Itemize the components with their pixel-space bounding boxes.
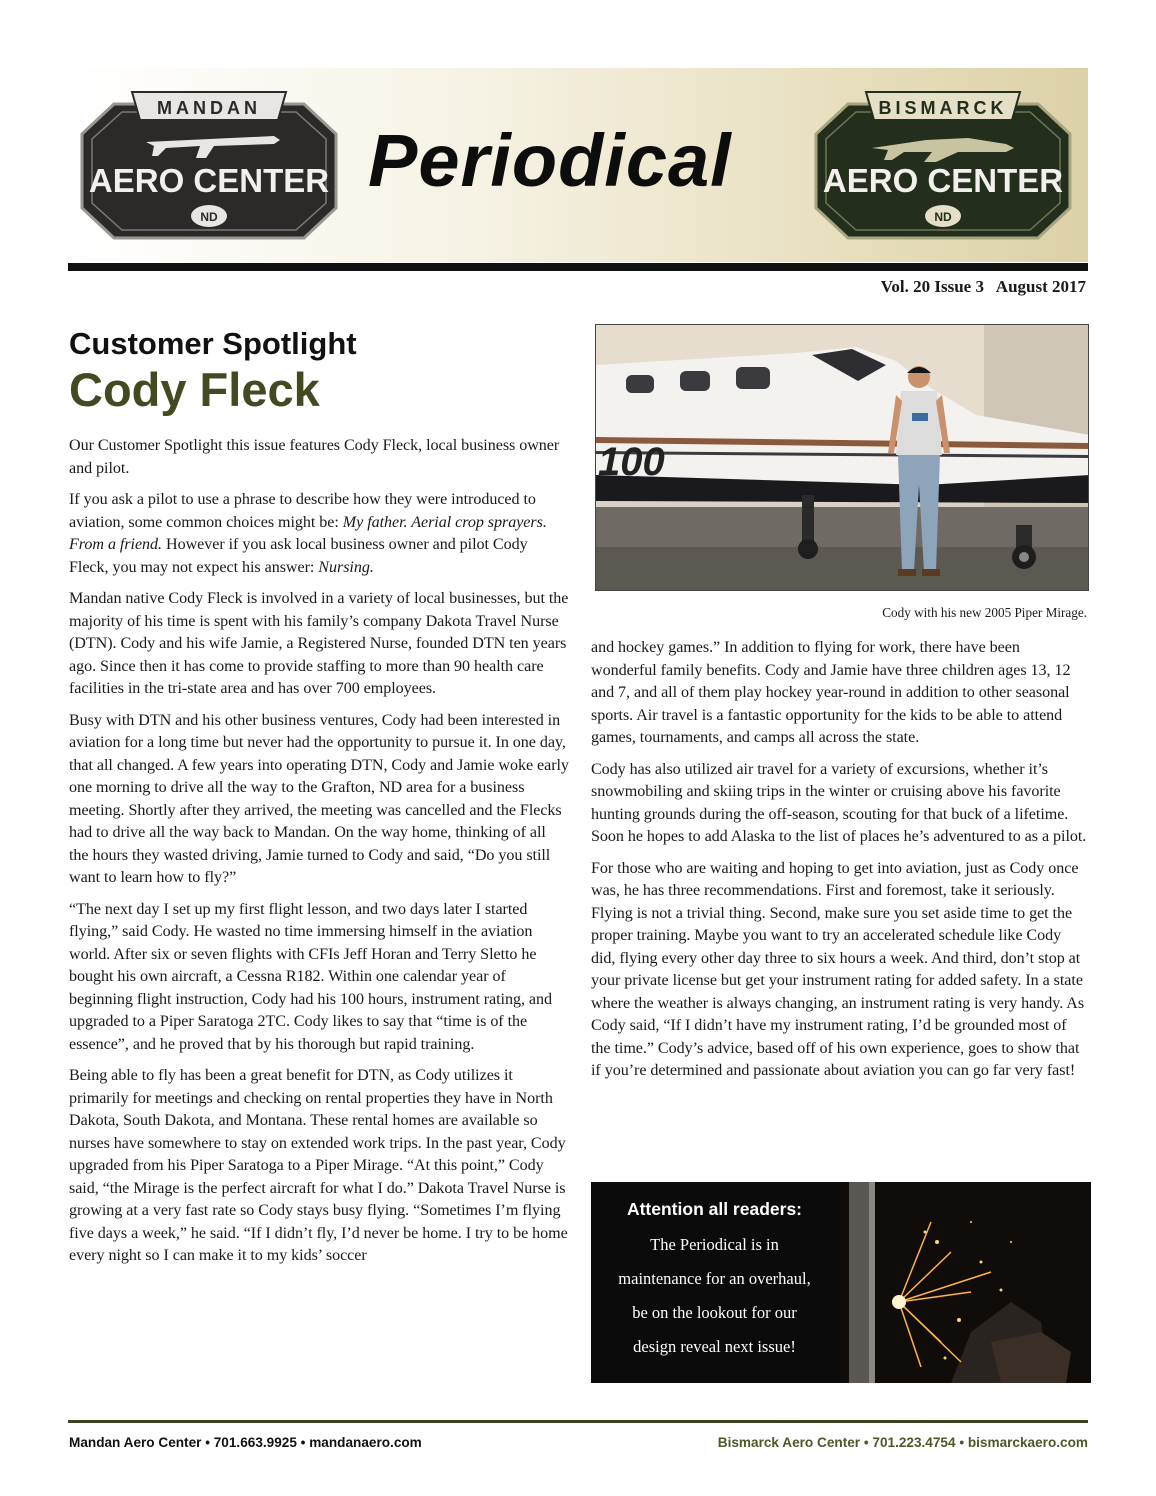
paragraph-text: and hockey games.” In addition to flying for work, there have been wonderful family benefits. Cody and Jamie have three children ages 13, 12 and 7, and all of them play hockey year-round in addition to other seasonal sports. Air travel is a fantastic opportunity for the kids to be able to attend games, tournaments, and camps all across the state. <box>591 639 1071 746</box>
paragraph-text: Being able to fly has been a great benefit for DTN, as Cody utilizes it primarily for meetings and checking on rental properties they have in North Dakota, South Dakota, and Montana. These rental homes are available so nurses have somewhere to stay on extended work trips. In the past year, Cody upgraded from his Piper Saratoga to a Piper Mirage. “At this point,” Cody said, “the Mirage is the perfect aircraft for what I do.” Dakota Travel Nurse is growing at a very fast rate so Cody stays busy flying. “Sometimes I’m flying five days a week,” he said. “If I didn’t fly, I’d never be home. I try to be home every night so I can make it to my kids’ soccer <box>69 1067 568 1265</box>
tail-number: 100 <box>598 440 665 484</box>
article-body-left <box>69 435 569 1268</box>
article-paragraph <box>591 637 1088 750</box>
article-paragraph <box>69 1065 569 1268</box>
attention-line: The Periodical is in <box>650 1235 779 1254</box>
paragraph-text: If you ask a pilot to use a phrase to describe how they were introduced to aviation, some common choices might be: <box>69 491 536 531</box>
logo-right-badge: ND <box>934 210 952 224</box>
welding-sparks-image <box>841 1182 1091 1383</box>
masthead-title: Periodical <box>368 119 732 202</box>
paragraph-text: Busy with DTN and his other business ventures, Cody had been interested in aviation for a long time but never had the opportunity to pursue it. In one day, that all changed. A few years into operating DTN, Cody and Jamie woke early one morning to drive all the way to the Grafton, ND area for a business meeting. Shortly after they arrived, the meeting was cancelled and the Flecks had to drive all the way back to Mandan. On the way home, thinking of all the hours they wasted driving, Jamie turned to Cody and said, “Do you still want to learn how to fly?” <box>69 711 569 887</box>
emphasis-text: My father. Aerial crop sprayers. From a friend. <box>69 513 547 554</box>
paragraph-text: However if you ask local business owner and pilot Cody Fleck, you may not expect his answer: <box>69 536 528 576</box>
footer-bismarck: Bismarck Aero Center • 701.223.4754 • bismarckaero.com <box>717 1435 1088 1450</box>
paragraph-text: For those who are waiting and hoping to get into aviation, just as Cody once was, he has three recommendations. First and foremost, take it seriously. Flying is not a trivial thing. Second, make sure you set aside time to get the proper training. Maybe you want to try an accelerated schedule like Cody did, flying every other day three to six hours a week. And third, don’t stop at your private license but get your instrument rating for added safety. In a state where the weather is always changing, an instrument rating is very handy. As Cody said, “If I didn’t have my instrument rating, I’d be grounded most of the time.” Cody’s advice, based off of his own experience, goes to show that if you’re determined and passionate about aviation you can go far very fast! <box>591 859 1085 1079</box>
article-paragraph <box>591 858 1088 1083</box>
article-body-right <box>591 637 1088 1092</box>
paragraph-text: Our Customer Spotlight this issue features Cody Fleck, local business owner and pilot. <box>69 437 560 477</box>
article-paragraph <box>69 588 569 701</box>
article-paragraph <box>69 710 569 890</box>
attention-title: Attention all readers: <box>626 1199 803 1219</box>
logo-left-main: AERO CENTER <box>88 162 330 199</box>
article-paragraph <box>69 899 569 1057</box>
bismarck-aero-center-logo <box>808 86 1078 256</box>
footer-mandan: Mandan Aero Center • 701.663.9925 • mandanaero.com <box>69 1435 422 1450</box>
logo-left-badge: ND <box>200 210 218 224</box>
logo-right-top: BISMARCK <box>878 98 1008 118</box>
article-photo <box>595 324 1089 591</box>
paragraph-text: “The next day I set up my first flight lesson, and two days later I started flying,” said Cody. He wasted no time immersing himself in the aviation world. After six or seven flights with CFIs Jeff Horan and Terry Sletto he bought his own aircraft, a Cessna R182. Within one calendar year of beginning flight instruction, Cody had his 100 hours, instrument rating, and upgraded to a Piper Saratoga 2TC. Cody likes to say that “time is of the essence”, and he proved that by his thorough but rapid training. <box>69 900 552 1053</box>
logo-right-main: AERO CENTER <box>822 162 1064 199</box>
paragraph-text: Mandan native Cody Fleck is involved in a variety of local businesses, but the majority of his time is spent with his family’s company Dakota Travel Nurse (DTN). Cody and his wife Jamie, a Registered Nurse, founded DTN ten years ago. Since then it has come to provide staffing to more than 90 health care facilities in the tri-state area and has over 700 employees. <box>69 590 569 698</box>
attention-line: design reveal next issue! <box>633 1337 796 1356</box>
paragraph-text: Cody has also utilized air travel for a variety of excursions, whether it’s snowmobiling and skiing trips in the winter or cruising above his favorite hunting grounds during the off-season, scouting for that buck of a lifetime. Soon he hopes to add Alaska to the list of places he’s adventured to as a pilot. <box>591 760 1087 845</box>
attention-box <box>591 1182 1091 1383</box>
logo-left-top: MANDAN <box>157 98 261 118</box>
photo-caption: Cody with his new 2005 Piper Mirage. <box>882 605 1087 620</box>
attention-line: maintenance for an overhaul, <box>618 1269 811 1288</box>
article-left-column <box>69 326 569 1277</box>
mandan-aero-center-logo <box>74 86 344 256</box>
footer-rule <box>68 1420 1088 1423</box>
article-paragraph <box>69 489 569 579</box>
article-kicker: Customer Spotlight <box>69 326 357 361</box>
article-headline: Cody Fleck <box>69 362 320 416</box>
issue-info: Vol. 20 Issue 3 August 2017 <box>880 277 1086 296</box>
article-paragraph <box>591 759 1088 849</box>
article-paragraph <box>69 435 569 480</box>
header-rule <box>68 263 1088 271</box>
emphasis-text: Nursing. <box>318 558 374 576</box>
attention-line: be on the lookout for our <box>632 1303 797 1322</box>
